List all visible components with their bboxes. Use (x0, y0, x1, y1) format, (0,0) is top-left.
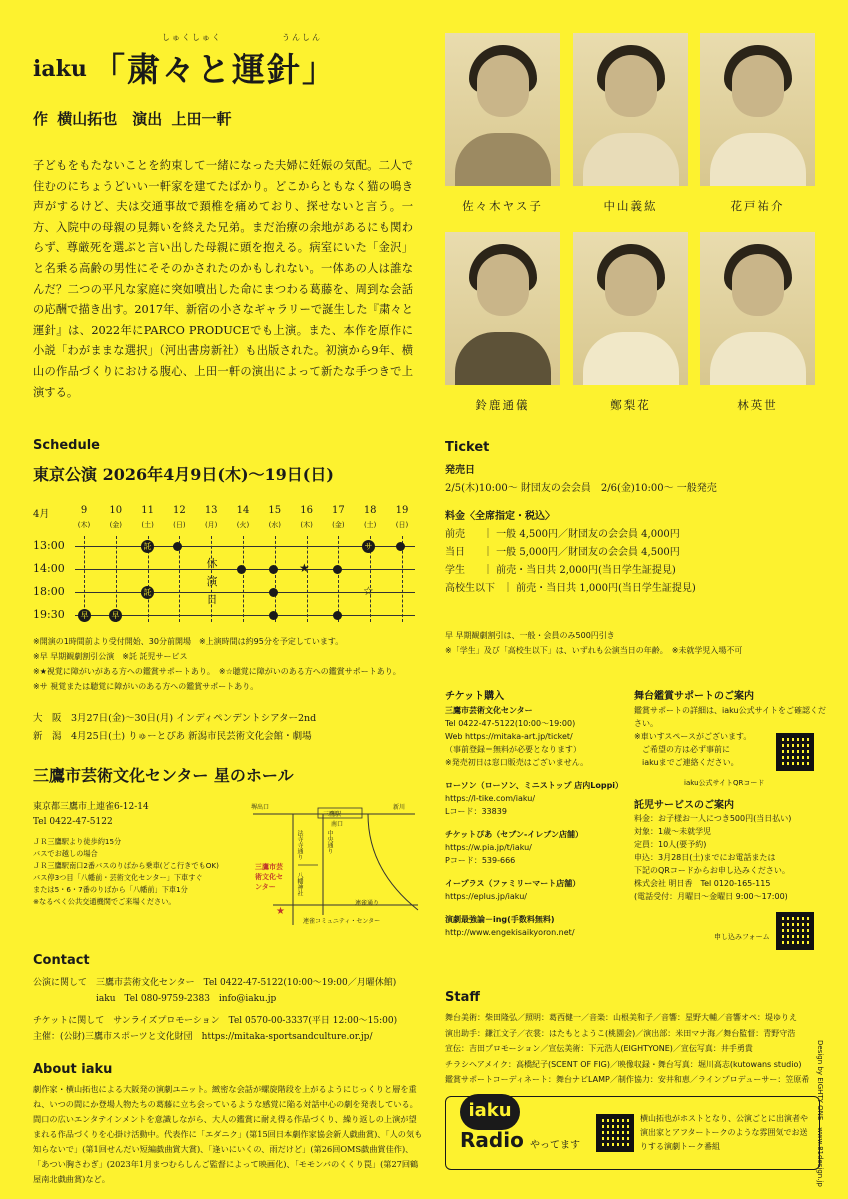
purchase-line: （事前登録＝無料が必要となります） (445, 745, 581, 754)
day-of-week: (土) (363, 521, 377, 529)
purchase-line: ローソン（ローソン、ミニストップ 店内Loppi） (445, 781, 624, 790)
cast-name: 鈴鹿通儀 (475, 398, 530, 412)
day-of-week: (木) (77, 521, 91, 529)
synopsis: 子どもをもたないことを約束して一緒になった夫婦に妊娠の気配。二人で住むのにちょうどいい一軒家を建てたばかり。どこからともなく猫の鳴き声がするけど、夫は交通事故で頚椎を痛めており、探せないと言う。一方、入院中の母親の見舞いを終えた兄弟。まだ治療の余地があるにも関わらず、尊厳死を選ぶと言い出した母親に頭を抱える。病室にいた「金沢」と名乗る高齢の男性にそそのかされたのかもしれない。一体あの人は誰なんだ？二つの平凡な家庭に突如噴出した命にまつわる葛藤を、周到な会話の応酬で描き出す。2017年、新宿の小さなギャラリーで誕生した『粛々と運針』は、2022年にPARCO PRODUCEでも上演。また、本作を原作に小説「わがままな選択」（河出書房新社）も出版された。初演から9年、横山の作品づくりにおける腹心、上田一軒の演出によって新たな手つきで上演する。 (33, 159, 413, 399)
childcare-line: 下記のQRコードからお申し込みください。 (634, 866, 790, 875)
note-line: ※「学生」及び「高校生以下」は、いずれも公演当日の年齢。 ※未就学児入場不可 (445, 646, 743, 655)
childcare-line: 定員：10人(要予約) (634, 840, 707, 849)
contact-info (33, 975, 433, 1045)
childcare-line: 申込：3月28日(土)までにお電話または (634, 853, 776, 862)
price-type: 高校生以下 (445, 583, 495, 594)
cast-name: 中山義紘 (603, 199, 658, 213)
design-credit: Design by EIGHTY ONE www.81design.jp (816, 1040, 824, 1187)
day-column-line (243, 536, 244, 622)
contact-heading: Contact (33, 953, 90, 968)
day-of-week: (金) (109, 521, 123, 529)
note-line: ※サ 視覚または聴覚に障がいのある方への鑑賞サポートあり。 (33, 682, 259, 691)
support-qr-code[interactable] (776, 733, 814, 771)
price-row (445, 580, 815, 598)
purchase-line: Lコード：33839 (445, 807, 507, 816)
ticket-notes (445, 628, 825, 658)
map-label: 連雀コミュニティ・センター (303, 918, 381, 925)
map-label: 新川 (393, 804, 406, 811)
tokyo-dates: 東京公演 2026年4月9日(木)〜19日(日) (33, 465, 334, 484)
childcare-line: 株式会社 明日香 Tel 0120-165-115 (634, 879, 771, 888)
performance-dot (333, 611, 342, 620)
qr-caption: 申し込みフォーム (714, 933, 770, 941)
day-number: 17 (332, 505, 345, 516)
cast-name: 佐々木ヤス子 (462, 199, 543, 213)
staff-line: 鑑賞サポートコーディネート：舞台ナビLAMP／制作協力：安井和恵／ラインプロデューサー：笠原希 (445, 1075, 810, 1084)
performance-dot (269, 611, 278, 620)
map-label: 三鷹駅 (323, 811, 342, 818)
day-of-week: (日) (395, 521, 409, 529)
day-number: 9 (80, 505, 88, 516)
cast-card (700, 232, 815, 413)
release-label: 発売日 (445, 465, 475, 476)
schedule-heading: Schedule (33, 438, 100, 453)
staff-credits (445, 1010, 825, 1088)
day-number: 18 (363, 505, 377, 516)
radio-logo: iaku (460, 1094, 520, 1130)
note-line: 早 早期観劇割引は、一般・会員のみ500円引き (445, 631, 615, 640)
early-badge: 早 (78, 609, 91, 622)
childcare-qr-code[interactable] (776, 912, 814, 950)
radio-wordmark: Radio (460, 1128, 524, 1152)
ticket-heading: Ticket (445, 440, 490, 455)
day-number: 16 (300, 505, 313, 516)
note-line: ※★視覚に障がいがある方への鑑賞サポートあり。 ※☆聴覚に障がいのある方への鑑賞サポートあり。 (33, 667, 401, 676)
visual-support-star: ★ (299, 561, 310, 575)
purchase-line: イープラス（ファミリーマート店舗） (445, 879, 581, 888)
cast-photo (573, 232, 688, 385)
time-label: 18:00 (33, 585, 65, 598)
performance-dot (333, 565, 342, 574)
support-heading: 舞台鑑賞サポートのご案内 (634, 691, 754, 702)
day-number: 10 (109, 505, 123, 516)
contact-line: 公演に関して 三鷹市芸術文化センター Tel 0422-47-5122(10:00〜19:00／月曜休館) (33, 978, 397, 988)
price-value: ｜ 前売・当日共 1,000円(当日学生証提見) (503, 583, 696, 594)
map-label: 法寺寺通り (296, 830, 303, 860)
performance-dot (269, 588, 278, 597)
release-dates: 2/5(木)10:00〜 財団友の会会員 2/6(金)10:00〜 一般発売 (445, 483, 717, 494)
time-label: 14:00 (33, 562, 65, 575)
purchase-line: チケットぴあ（セブン-イレブン店舗） (445, 830, 583, 839)
address-line: 東京都三鷹市上連雀6-12-14 (33, 802, 149, 812)
map-label: 八幡神社 (296, 872, 303, 896)
day-of-week: (日) (173, 521, 186, 529)
access-line: ＪＲ三鷹駅より徒歩約15分 (33, 837, 122, 846)
purchase-link[interactable]: https://eplus.jp/iaku/ (445, 892, 527, 901)
cast-card (700, 33, 815, 214)
cast-photo (700, 232, 815, 385)
day-of-week: (月) (204, 521, 218, 529)
price-type: 前売 (445, 529, 465, 540)
access-line: ＪＲ三鷹駅南口2番バスのりばから乗車(どこ行きでもOK) (33, 861, 219, 870)
purchase-line: 演劇最強論－ing(手数料無料) (445, 915, 555, 924)
day-of-week: (火) (236, 521, 250, 529)
price-type: 学生 (445, 565, 465, 576)
day-number: 12 (173, 505, 186, 516)
performance-dot (269, 565, 278, 574)
tour-niigata: 新 潟 4月25日(土) りゅーとぴあ 新潟市民芸術文化会館・劇場 (33, 731, 312, 742)
map-label: 南口 (331, 821, 344, 828)
map-label: 中央通り (326, 830, 333, 854)
purchase-line: Pコード：539-666 (445, 856, 516, 865)
purchase-heading: チケット購入 (445, 691, 505, 702)
cast-photo (445, 232, 560, 385)
day-number: 14 (236, 505, 250, 516)
access-info (33, 836, 233, 908)
qr-caption: iaku公式サイトQRコード (684, 779, 765, 787)
show-title (92, 33, 337, 91)
about-text: 劇作家・横山拓也による大阪発の演劇ユニット。緻密な会話が螺旋階段を上がるようにじっくりと層を重ね、いつの間にか登場人物たちの葛藤に立ち会っているような感覚に陥る対話中心の劇を発表している。間口の広いエンタテインメントを意識しながら、大人の鑑賞に耐え得る作品づくり、繰り返しの上演が望まれる作品づくりを心掛け活動中。代表作に「エダニク」(第15回日本劇作家協会新人戯曲賞)、「人の気も知らないで」(第1回せんだい短編戯曲賞大賞)、「逢いにいくの、雨だけど」(第26回OMS戯曲賞佳作)、「あつい胸さわぎ」(2023年1月まつむらしんご監督によって映画化)、「モモンバのくくり罠」(第27回鶴屋南北戯曲賞)など。 (33, 1084, 423, 1184)
cast-card (573, 33, 688, 214)
access-line: バスでお越しの場合 (33, 849, 98, 858)
brand-name: iaku (33, 56, 87, 82)
radio-qr-code[interactable] (596, 1114, 634, 1152)
cast-name: 鄭梨花 (610, 398, 651, 412)
cast-name: 林英世 (737, 398, 778, 412)
ticket-info (445, 462, 815, 598)
venue-address (33, 800, 149, 830)
map-label: 堺出口 (251, 804, 270, 811)
purchase-line: Tel 0422-47-5122(10:00〜19:00) (445, 719, 576, 728)
purchase-line: 三鷹市芸術文化センター (445, 706, 533, 715)
price-value: ｜ 一般 5,000円／財団友の会会員 4,500円 (483, 547, 680, 558)
day-column-line (338, 536, 339, 622)
childcare-line: 対象：1歳〜未就学児 (634, 827, 712, 836)
venue-phone: Tel 0422-47-5122 (33, 817, 113, 827)
price-row (445, 562, 815, 580)
purchase-link[interactable]: http://www.engekisaikyoron.net/ (445, 928, 575, 937)
purchase-link[interactable]: https://l-tike.com/iaku/ (445, 794, 536, 803)
credits: 作 横山拓也 演出 上田一軒 (33, 110, 232, 128)
title-ruby-2: うんしん (282, 33, 322, 42)
day-of-week: (金) (332, 521, 345, 529)
schedule-notes (33, 634, 423, 694)
tour-osaka: 大 阪 3月27日(金)〜30日(月) インディペンデントシアター2nd (33, 713, 317, 724)
day-of-week: (水) (268, 521, 282, 529)
contact-line: チケットに関して サンライズプロモーション Tel 0570-00-3337(平日 12:00〜15:00) (33, 1016, 398, 1026)
purchase-info (445, 704, 645, 939)
day-column-line (275, 536, 276, 622)
radio-description: 横山拓也がホストとなり、公演ごとに出演者や演出家とアフタートークのような雰囲気でお送りする演劇トーク番組 (640, 1114, 808, 1151)
day-of-week: (木) (300, 521, 313, 529)
map-venue-label: 三鷹市芸術文化センター (255, 863, 283, 891)
price-row (445, 544, 815, 562)
early-badge: 早 (109, 609, 122, 622)
staff-line: 宣伝：吉田プロモーション／宣伝美術：下元浩人(EIGHTYONE)／宣伝写真：井手勇貴 (445, 1044, 753, 1053)
cast-photo (445, 33, 560, 186)
title-text: 「粛々と運針」 (92, 50, 337, 89)
support-line: ご希望の方は必ず事前に (634, 745, 730, 754)
price-value: ｜ 一般 4,500円／財団友の会会員 4,000円 (483, 529, 680, 540)
price-value: ｜ 前売・当日共 2,000円(当日学生証提見) (483, 565, 676, 576)
contact-line: iaku Tel 080-9759-2383 info@iaku.jp (33, 994, 277, 1004)
note-line: ※開演の1時間前より受付開始、30分前開場 ※上演時間は約95分を予定しています。 (33, 637, 344, 646)
access-line: または5・6・7番のりばから「八幡前」下車1分 (33, 885, 188, 894)
note-line: ※早 早期観劇割引公演 ※託 託児サービス (33, 652, 188, 661)
support-line: iakuまでご連絡ください。 (634, 758, 739, 767)
performance-dot (173, 542, 182, 551)
day-number: 11 (141, 505, 154, 516)
purchase-line: ※発売初日は窓口販売はございません。 (445, 758, 589, 767)
performance-dot (396, 542, 405, 551)
title-ruby-1: しゅくしゅく (162, 33, 222, 42)
access-line: ※なるべく公共交通機関でご来場ください。 (33, 897, 176, 906)
support-line: 鑑賞サポートの詳細は、iaku公式サイトをご確認ください。 (634, 706, 827, 728)
cast-card (445, 33, 560, 214)
day-number: 19 (395, 505, 409, 516)
cast-photo (573, 33, 688, 186)
radio-tagline: やってます (530, 1140, 580, 1151)
tour-dates (33, 710, 316, 746)
childcare-badge: 託 (141, 540, 154, 553)
about-heading: About iaku (33, 1062, 113, 1077)
childcare-heading: 託児サービスのご案内 (634, 800, 734, 811)
map-label: 連雀通り (355, 900, 380, 907)
cast-card (573, 232, 688, 413)
support-line: ※車いすスペースがございます。 (634, 732, 752, 741)
purchase-link[interactable]: Web https://mitaka-art.jp/ticket/ (445, 732, 573, 741)
hearing-support-star: ☆ (363, 584, 374, 598)
price-type: 当日 (445, 547, 465, 558)
staff-heading: Staff (445, 990, 480, 1005)
cast-photo (700, 33, 815, 186)
purchase-link[interactable]: https://w.pia.jp/t/iaku/ (445, 843, 532, 852)
childcare-line: (電話受付：月曜日〜金曜日 9:00〜17:00) (634, 892, 788, 901)
organizer-line: 主催：(公財)三鷹市スポーツと文化財団 https://mitaka-sportsandculture.or.jp/ (33, 1032, 373, 1042)
time-label: 19:30 (33, 608, 65, 621)
day-number: 15 (268, 505, 282, 516)
price-row (445, 526, 815, 544)
price-label: 料金〈全席指定・税込〉 (445, 511, 555, 522)
map-venue-star: ★ (276, 906, 285, 917)
rest-day: 休演日 (206, 557, 218, 606)
cast-card (445, 232, 560, 413)
performance-dot (237, 565, 246, 574)
staff-line: 演出助手：鎌江文子／衣裳：はたもとようこ(桃園会)／演出部：米田マナ海／舞台監督：青野守浩 (445, 1028, 796, 1038)
day-number: 13 (204, 505, 218, 516)
time-label: 13:00 (33, 539, 65, 552)
childcare-badge: 託 (141, 586, 154, 599)
cast-name: 花戸祐介 (730, 199, 785, 213)
day-column-line (307, 536, 308, 622)
staff-line: 舞台美術：柴田隆弘／照明：葛西健一／音楽：山根美和子／音響：星野大輔／音響オペ：堤ゆりえ (445, 1013, 797, 1022)
childcare-line: 料金：お子様お一人につき500円(当日払い) (634, 814, 792, 823)
venue-name: 三鷹市芸術文化センター 星のホール (33, 766, 294, 785)
support-badge: サ (362, 540, 375, 553)
staff-line: チラシヘアメイク：高橋紀子(SCENT OF FIG)／映像収録・舞台写真：堀川高志(kutowans studio) (445, 1059, 802, 1069)
access-line: バス停3つ目「八幡前・芸術文化センター」下車すぐ (33, 873, 203, 882)
venue-map (243, 800, 421, 930)
day-of-week: (土) (141, 521, 154, 529)
month-label: 4月 (33, 509, 50, 520)
